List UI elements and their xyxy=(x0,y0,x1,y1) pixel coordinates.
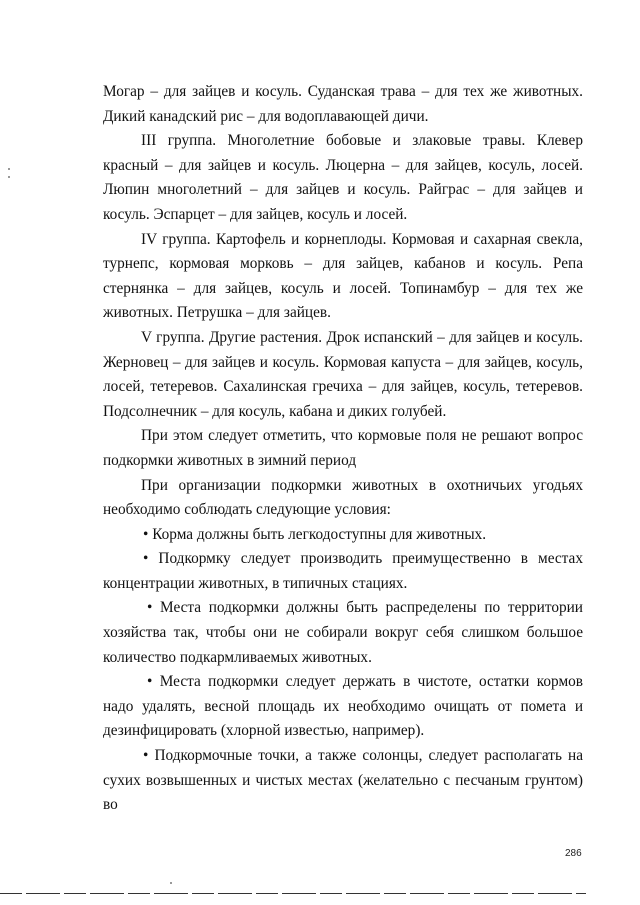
list-item-text: Места подкормки должны быть распределены по территории хозяйства так, чтобы они не собирали вокруг себя слишком большое количество подкармливаемых животных. xyxy=(103,599,583,666)
footer-rule xyxy=(0,893,586,894)
bullet-icon: • xyxy=(147,599,153,617)
list-item-text: Подкормочные точки, а также солонцы, следует располагать на сухих возвышенных и чистых местах (желательно с песчаным грунтом) во xyxy=(103,747,583,814)
paragraph-group-5: V группа. Другие растения. Дрок испанский – для зайцев и косуль. Жерновец – для зайцев и косуль. Кормовая капуста – для зайцев, косуль, лосей, тетеревов. Сахалинская гречиха – для зайцев, косуль, тетеревов. Подсолнечник – для косуль, кабана и диких голубей. xyxy=(103,328,583,420)
list-item-text: Корма должны быть легкодоступны для животных. xyxy=(152,525,487,543)
list-item xyxy=(103,523,583,548)
paragraph-group-3: III группа. Многолетние бобовые и злаковые травы. Клевер красный – для зайцев и косуль. Люцерна – для зайцев, косуль, лосей. Люпин многолетний – для зайцев и косуль. Райграс – для зайцев и косуль. Эспарцет – для зайцев, косуль и лосей. xyxy=(103,132,583,223)
list-item xyxy=(103,670,583,744)
bullet-icon: • xyxy=(143,747,149,765)
bullet-icon: • xyxy=(143,525,149,543)
paragraph-group-4: IV группа. Картофель и корнеплоды. Кормовая и сахарная свекла, турнепс, кормовая морковь – для зайцев, кабанов и косуль. Репа стернянка – для зайцев, косуль и лосей. Топинамбур – для тех же животных. Петрушка – для зайцев. xyxy=(103,230,583,322)
body-text xyxy=(103,80,583,818)
scan-speck xyxy=(8,168,10,170)
page-number: 286 xyxy=(565,848,582,859)
scan-speck xyxy=(8,176,10,178)
list-item-text: Места подкормки следует держать в чистоте, остатки кормов надо удалять, весной площадь их необходимо очищать от помета и дезинфицировать (хлорной известью, например). xyxy=(103,673,583,740)
list-item-text: Подкормку следует производить преимущественно в местах концентрации животных, в типичных стациях. xyxy=(103,550,583,592)
paragraph-mogar: Могар – для зайцев и косуль. Суданская трава – для тех же животных. Дикий канадский рис – для водоплавающей дичи. xyxy=(103,83,583,125)
paragraph-conditions-intro: При организации подкормки животных в охотничьих угодьях необходимо соблюдать следующие условия: xyxy=(103,476,583,519)
list-item xyxy=(103,744,583,818)
list-item xyxy=(103,596,583,670)
paragraph-winter-note: При этом следует отметить, что кормовые поля не решают вопрос подкормки животных в зимний период xyxy=(103,427,583,469)
list-item xyxy=(103,547,583,596)
bullet-icon: • xyxy=(143,550,149,568)
scan-speck xyxy=(170,882,172,884)
bullet-icon: • xyxy=(147,673,153,691)
